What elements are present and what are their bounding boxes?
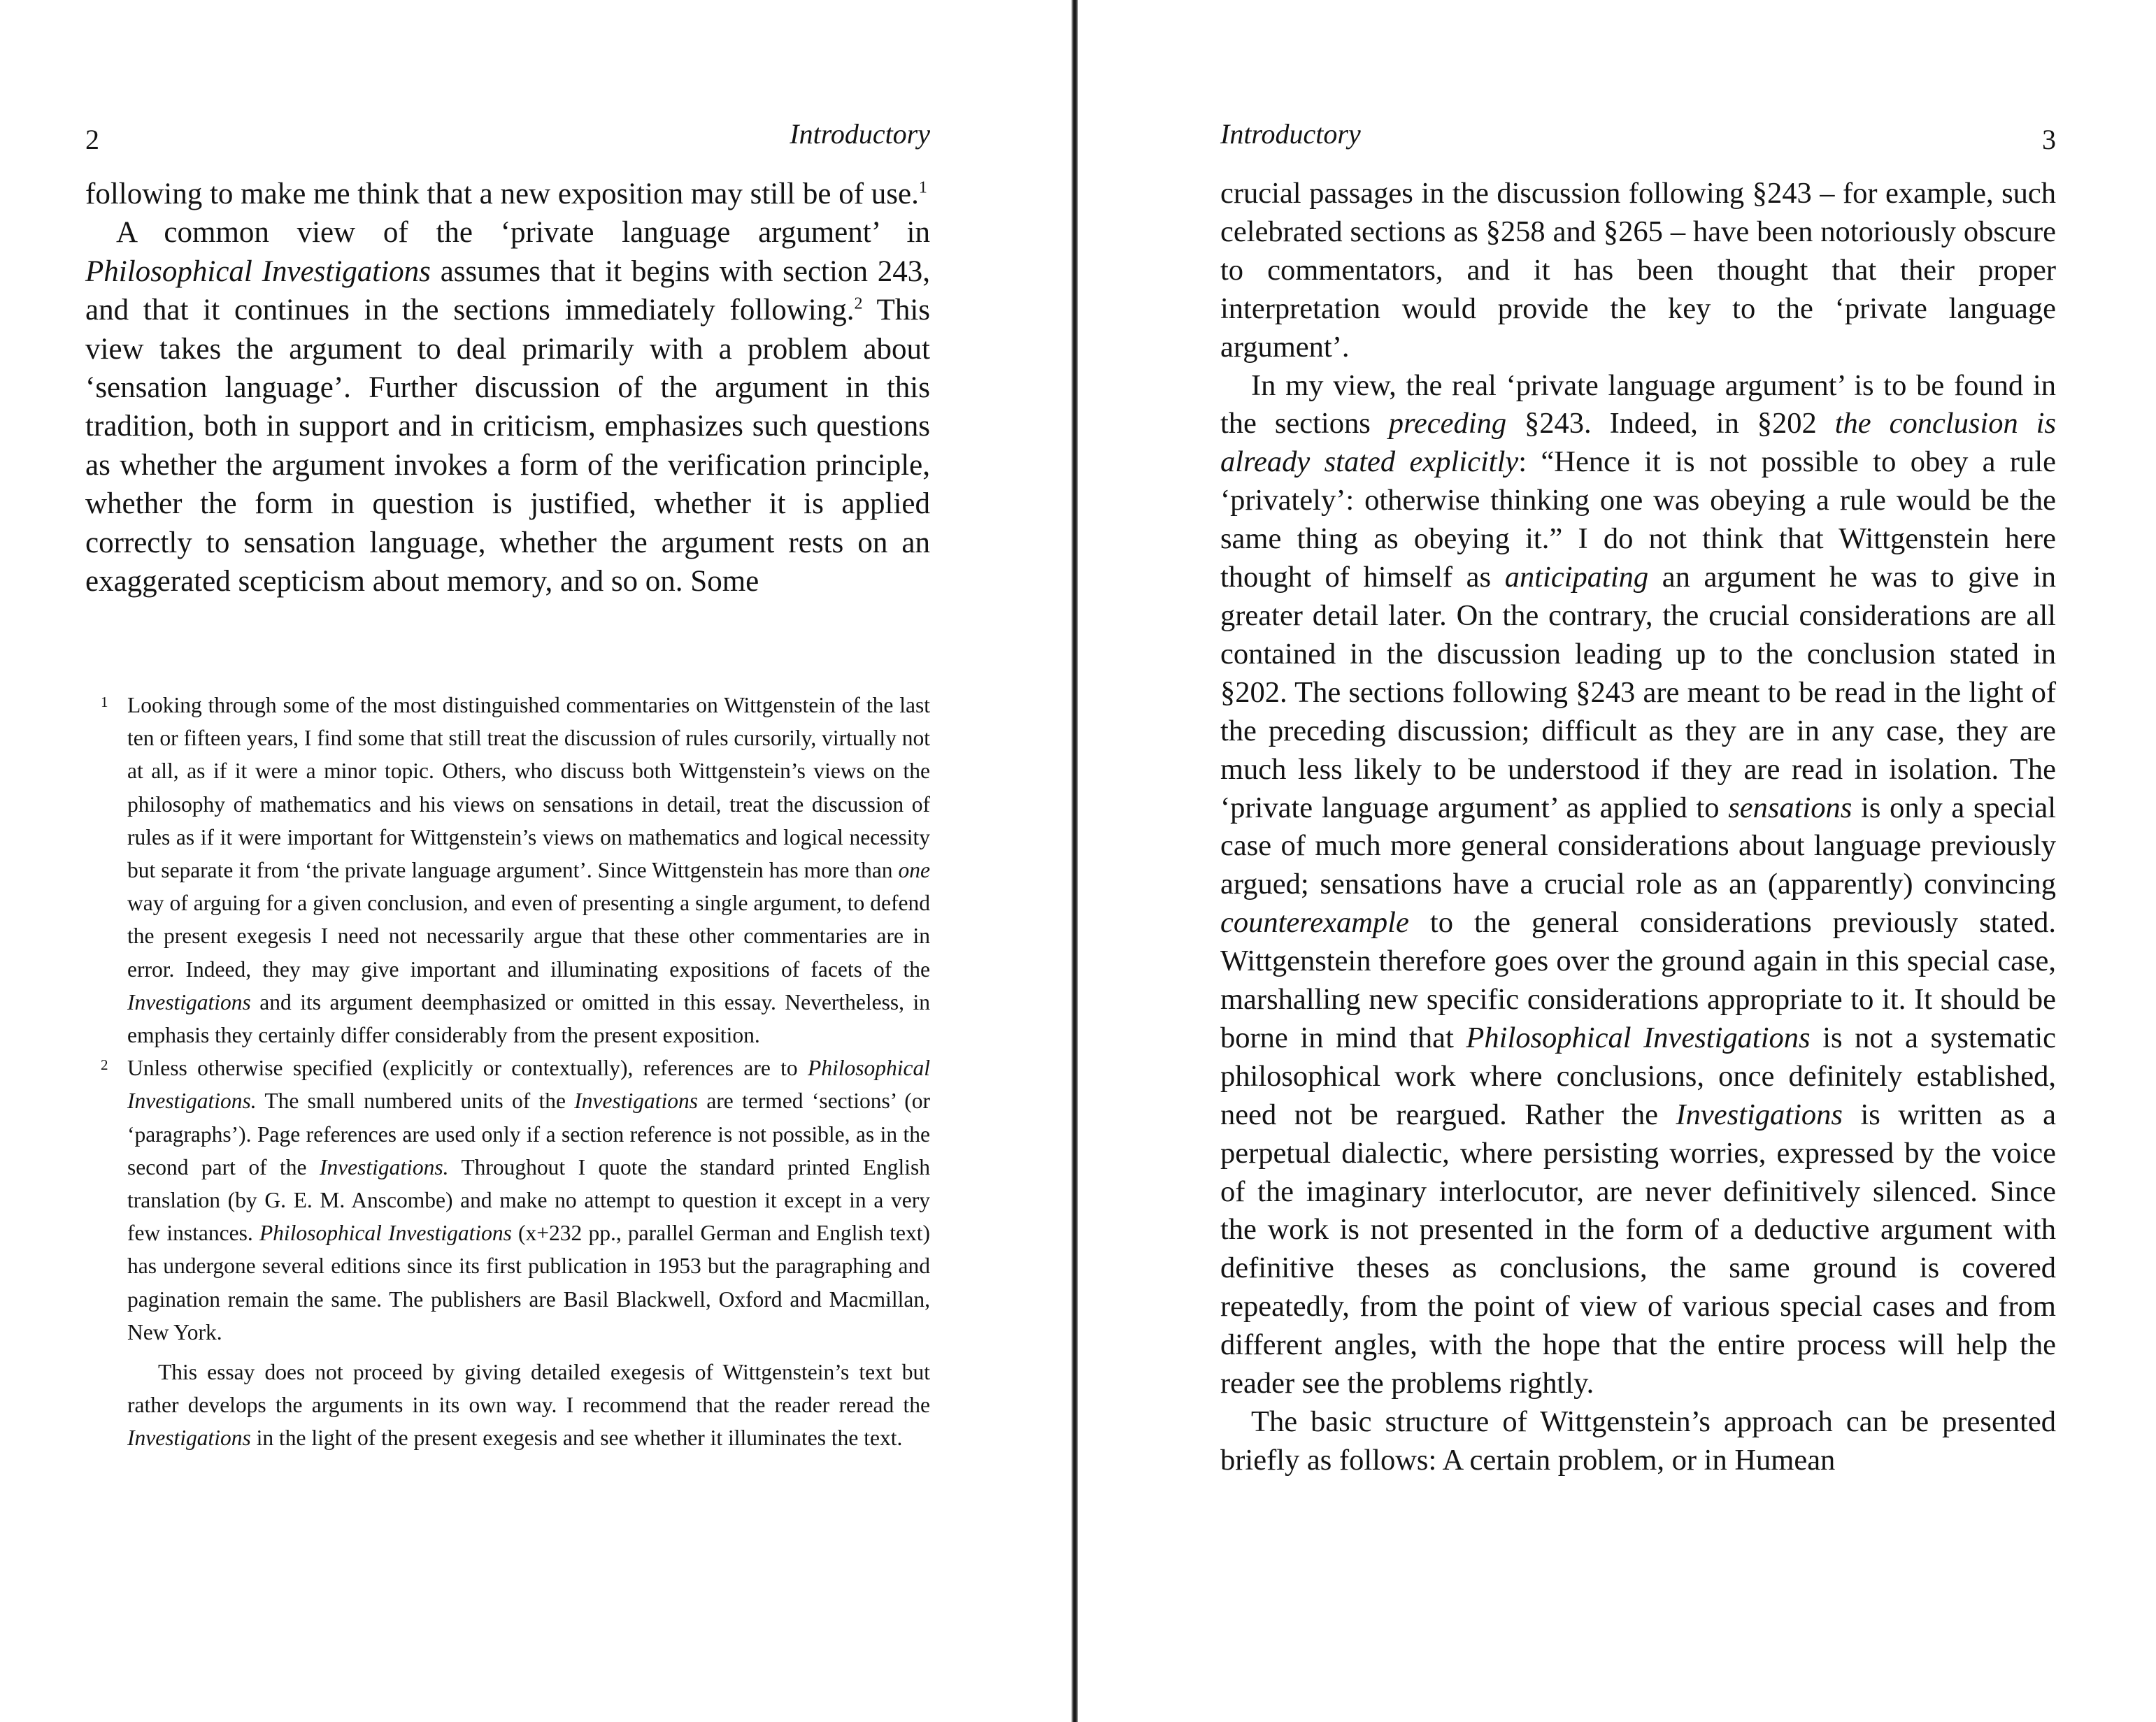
paragraph-1: following to make me think that a new exposition may still be of use.$^1$: [85, 178, 927, 210]
right-page: [1220, 0, 2056, 1722]
page-number-right: 3: [2042, 124, 2056, 155]
footnote-mark-2: 2: [101, 1056, 108, 1074]
left-body-text: [85, 175, 930, 601]
paragraph-4: In my view, the real ‘private language argument’ is to be found in the sections preceding §243. Indeed, in §202 the conclusion is already stated explicitly: “Hence it is not possible to obey a rule ‘privately’: otherwise thinking one was obeying a rule would be the same thing as obeying it.” I do not think that Wittgenstein here thought of himself as anticipating an argument he was to give in greater detail later. On the contrary, the crucial considerations are all contained in the discussion leading up to the conclusion stated in §202. The sections following §243 are meant to be read in the light of the preceding discussion; difficult as they are in any case, they are much less likely to be understood if they are read in isolation. The ‘private language argument’ as applied to sensations is only a special case of much more general considerations about language previously argued; sensations have a crucial role as an (apparently) convincing counterexample to the general considerations previously stated. Wittgenstein therefore goes over the ground again in this special case, marshalling new specific considerations appropriate to it. It should be borne in mind that Philosophical Investigations is not a systematic philosophical work where conclusions, once definitely established, need not be reargued. Rather the Investigations is written as a perpetual dialectic, where persisting worries, expressed by the voice of the imaginary interlocutor, are never definitively silenced. Since the work is not presented in the form of a deductive argument with definitive theses as conclusions, the same ground is covered repeatedly, from the point of view of various special cases and from different angles, with the hope that the entire process will help the reader see the problems rightly.: [1220, 368, 2057, 1400]
footnote-1: 1 Looking through some of the most distinguished commentaries on Wittgenstein of the last ten or fifteen years, I find some that still treat the discussion of rules cursorily, virtually not at all, as if it were a minor topic. Others, who discuss both Wittgenstein’s views on the philosophy of mathematics and his views on sensations in detail, treat the discussion of rules as if it were important for Wittgenstein’s views on mathematics and logical necessity but separate it from ‘the private language argument’. Since Wittgenstein has more than one way of arguing for a given conclusion, and even of presenting a single argument, to defend the present exegesis I need not necessarily argue that these other commentaries are in error. Indeed, they may give important and illuminating expositions of facets of the Investigations and its argument deemphasized or omitted in this essay. Nevertheless, in emphasis they certainly differ considerably from the present exposition.: [85, 689, 930, 1052]
running-head-left: [85, 117, 930, 159]
running-head-right: [1220, 117, 2056, 159]
page-number-left: 2: [85, 124, 99, 155]
running-head-title-right: Introductory: [1220, 118, 1361, 150]
paragraph-5: The basic structure of Wittgenstein’s approach can be presented briefly as follows: A certain problem, or in Humean: [1220, 1405, 2056, 1477]
book-gutter: [1071, 0, 1078, 1722]
left-page: [85, 0, 930, 1722]
footnote-2-continuation: This essay does not proceed by giving detailed exegesis of Wittgenstein’s text but rather develops the arguments in its own way. I recommend that the reader reread the Investigations in the light of the present exegesis and see whether it illuminates the text.: [127, 1360, 930, 1451]
right-body-text: [1220, 175, 2056, 1480]
paragraph-2: A common view of the ‘private language argument’ in Philosophical Investigations assumes that it begins with section 243, and that it continues in the sections immediately following.$^2$ This view takes the argument to deal primarily with a problem about ‘sensation language’. Further discussion of the argument in this tradition, both in support and in criticism, emphasizes such questions as whether the argument invokes a form of the verification principle, whether the form in question is justified, whether it is applied correctly to sensation language, whether the argument rests on an exaggerated scepticism about memory, and so on. Some: [85, 216, 931, 598]
paragraph-3: crucial passages in the discussion following §243 – for example, such celebrated sections as §258 and §265 – have been notoriously obscure to commentators, and it has been thought that their proper interpretation would provide the key to the ‘private language argument’.: [1220, 177, 2056, 364]
book-title: Philosophical Investigations: [85, 254, 431, 288]
footnote-ref-2: 2: [854, 294, 863, 313]
footnote-2: 2 Unless otherwise specified (explicitly or contextually), references are to Philosophical Investigations. The small numbered units of the Investigations are termed ‘sections’ (or ‘paragraphs’). Page references are used only if a section reference is not possible, as in the second part of the Investigations. Throughout I quote the standard printed English translation (by G. E. M. Anscombe) and make no attempt to question it except in a very few instances. Philosophical Investigations (x+232 pp., parallel German and English text) has undergone several editions since its first publication in 1953 but the paragraphing and pagination remain the same. The publishers are Basil Blackwell, Oxford and Macmillan, New York.: [85, 1052, 930, 1349]
footnote-mark-1: 1: [101, 694, 108, 710]
footnotes: [85, 689, 930, 1455]
running-head-title-left: Introductory: [790, 118, 930, 150]
footnote-ref-1: 1: [918, 178, 927, 197]
